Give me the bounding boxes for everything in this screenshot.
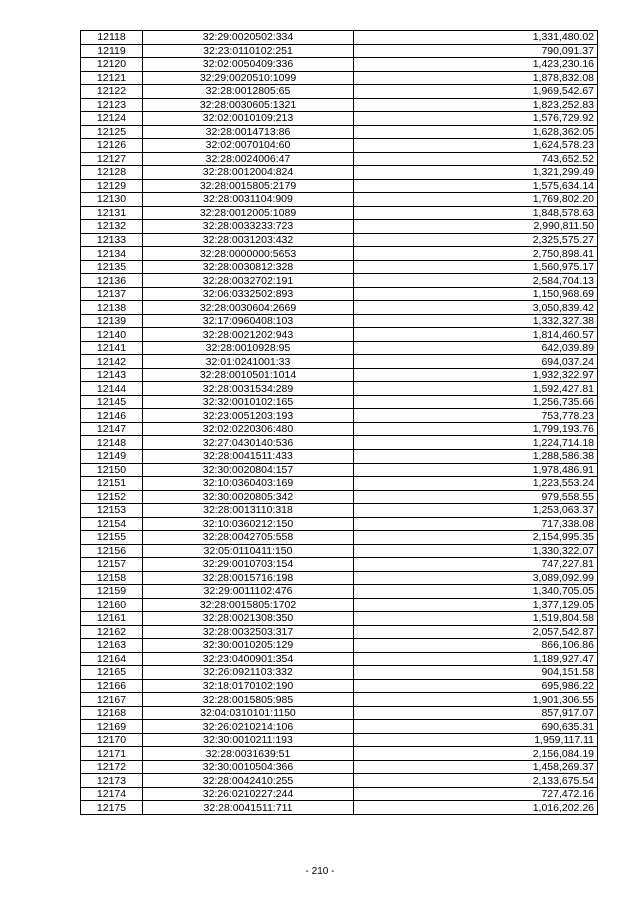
row-number-cell: 12136 [81, 274, 143, 288]
amount-cell: 1,624,578.23 [354, 139, 598, 153]
amount-cell: 1,560,975.17 [354, 260, 598, 274]
amount-cell: 1,575,634.14 [354, 179, 598, 193]
table-row [81, 422, 598, 436]
cadastral-number-cell: 32:30:0010205:129 [143, 639, 354, 653]
row-number-cell: 12147 [81, 422, 143, 436]
row-number-cell: 12169 [81, 720, 143, 734]
cadastral-number-cell: 32:10:0360212:150 [143, 517, 354, 531]
row-number-cell: 12155 [81, 531, 143, 545]
cadastral-number-cell: 32:26:0210214:106 [143, 720, 354, 734]
cadastral-number-cell: 32:30:0020804:157 [143, 463, 354, 477]
cadastral-number-cell: 32:30:0010504:366 [143, 760, 354, 774]
row-number-cell: 12160 [81, 598, 143, 612]
row-number-cell: 12146 [81, 409, 143, 423]
table-row [81, 612, 598, 626]
amount-cell: 1,016,202.26 [354, 801, 598, 815]
row-number-cell: 12164 [81, 652, 143, 666]
amount-cell: 3,089,092.99 [354, 571, 598, 585]
row-number-cell: 12141 [81, 341, 143, 355]
cadastral-number-cell: 32:29:0020510:1099 [143, 71, 354, 85]
cadastral-number-cell: 32:18:0170102:190 [143, 679, 354, 693]
table-row [81, 85, 598, 99]
cadastral-number-cell: 32:04:0310101:1150 [143, 706, 354, 720]
table-row [81, 341, 598, 355]
table-row [81, 490, 598, 504]
row-number-cell: 12128 [81, 166, 143, 180]
table-row [81, 625, 598, 639]
page-number: - 210 - [305, 866, 335, 877]
amount-cell: 1,288,586.38 [354, 449, 598, 463]
cadastral-number-cell: 32:28:0010501:1014 [143, 368, 354, 382]
amount-cell: 1,423,230.16 [354, 58, 598, 72]
cadastral-number-cell: 32:28:0041511:711 [143, 801, 354, 815]
cadastral-number-cell: 32:28:0031104:909 [143, 193, 354, 207]
row-number-cell: 12140 [81, 328, 143, 342]
amount-cell: 866,106.86 [354, 639, 598, 653]
table-row [81, 706, 598, 720]
amount-cell: 747,227.81 [354, 558, 598, 572]
amount-cell: 1,932,322.97 [354, 368, 598, 382]
table-row [81, 220, 598, 234]
row-number-cell: 12151 [81, 477, 143, 491]
table-row [81, 125, 598, 139]
row-number-cell: 12124 [81, 112, 143, 126]
amount-cell: 1,799,193.76 [354, 422, 598, 436]
cadastral-number-cell: 32:28:0041511:433 [143, 449, 354, 463]
row-number-cell: 12132 [81, 220, 143, 234]
amount-cell: 743,652.52 [354, 152, 598, 166]
amount-cell: 2,584,704.13 [354, 274, 598, 288]
table-row [81, 112, 598, 126]
row-number-cell: 12129 [81, 179, 143, 193]
table-row [81, 233, 598, 247]
row-number-cell: 12149 [81, 449, 143, 463]
amount-cell: 1,901,306.55 [354, 693, 598, 707]
table-row [81, 139, 598, 153]
cadastral-number-cell: 32:28:0015805:2179 [143, 179, 354, 193]
amount-cell: 2,156,084.19 [354, 747, 598, 761]
table-row [81, 314, 598, 328]
cadastral-number-cell: 32:28:0000000:5653 [143, 247, 354, 261]
amount-cell: 642,039.89 [354, 341, 598, 355]
cadastral-number-cell: 32:06:0332502:893 [143, 287, 354, 301]
cadastral-number-cell: 32:28:0032503:317 [143, 625, 354, 639]
row-number-cell: 12153 [81, 504, 143, 518]
amount-cell: 1,814,460.57 [354, 328, 598, 342]
table-row [81, 395, 598, 409]
table-row [81, 801, 598, 815]
row-number-cell: 12144 [81, 382, 143, 396]
amount-cell: 1,848,578.63 [354, 206, 598, 220]
row-number-cell: 12138 [81, 301, 143, 315]
amount-cell: 727,472.16 [354, 787, 598, 801]
table-row [81, 639, 598, 653]
row-number-cell: 12120 [81, 58, 143, 72]
row-number-cell: 12157 [81, 558, 143, 572]
cadastral-number-cell: 32:01:0241001:33 [143, 355, 354, 369]
row-number-cell: 12174 [81, 787, 143, 801]
cadastral-number-cell: 32:28:0015805:985 [143, 693, 354, 707]
amount-cell: 979,558.55 [354, 490, 598, 504]
row-number-cell: 12158 [81, 571, 143, 585]
cadastral-number-cell: 32:28:0021202:943 [143, 328, 354, 342]
amount-cell: 1,321,299.49 [354, 166, 598, 180]
table-row [81, 71, 598, 85]
table-row [81, 679, 598, 693]
cadastral-number-cell: 32:30:0020805:342 [143, 490, 354, 504]
cadastral-number-cell: 32:28:0014713:86 [143, 125, 354, 139]
cadastral-number-cell: 32:26:0210227:244 [143, 787, 354, 801]
cadastral-number-cell: 32:27:0430140:536 [143, 436, 354, 450]
amount-cell: 1,628,362.05 [354, 125, 598, 139]
amount-cell: 1,458,269.37 [354, 760, 598, 774]
cadastral-number-cell: 32:28:0021308:350 [143, 612, 354, 626]
cadastral-number-cell: 32:28:0042705:558 [143, 531, 354, 545]
cadastral-number-cell: 32:29:0011102:476 [143, 585, 354, 599]
table-row [81, 152, 598, 166]
cadastral-number-cell: 32:28:0015805:1702 [143, 598, 354, 612]
cadastral-number-cell: 32:30:0010211:193 [143, 733, 354, 747]
table-row [81, 382, 598, 396]
row-number-cell: 12148 [81, 436, 143, 450]
cadastral-number-cell: 32:28:0010928:95 [143, 341, 354, 355]
amount-cell: 1,576,729.92 [354, 112, 598, 126]
table-row [81, 287, 598, 301]
amount-cell: 904,151.58 [354, 666, 598, 680]
cadastral-number-cell: 32:23:0110102:251 [143, 44, 354, 58]
row-number-cell: 12163 [81, 639, 143, 653]
table-row [81, 274, 598, 288]
amount-cell: 2,750,898.41 [354, 247, 598, 261]
table-row [81, 463, 598, 477]
amount-cell: 1,592,427.81 [354, 382, 598, 396]
row-number-cell: 12170 [81, 733, 143, 747]
table-row [81, 166, 598, 180]
data-table [80, 30, 598, 815]
table-row [81, 774, 598, 788]
row-number-cell: 12142 [81, 355, 143, 369]
amount-cell: 2,154,995.35 [354, 531, 598, 545]
row-number-cell: 12171 [81, 747, 143, 761]
cadastral-number-cell: 32:28:0012004:824 [143, 166, 354, 180]
row-number-cell: 12133 [81, 233, 143, 247]
table-row [81, 409, 598, 423]
table-row [81, 98, 598, 112]
cadastral-number-cell: 32:29:0020502:334 [143, 31, 354, 45]
table-row [81, 531, 598, 545]
table-body [81, 31, 598, 815]
row-number-cell: 12165 [81, 666, 143, 680]
row-number-cell: 12119 [81, 44, 143, 58]
amount-cell: 2,325,575.27 [354, 233, 598, 247]
amount-cell: 1,519,804.58 [354, 612, 598, 626]
row-number-cell: 12130 [81, 193, 143, 207]
cadastral-number-cell: 32:28:0012005:1089 [143, 206, 354, 220]
cadastral-number-cell: 32:05:0110411:150 [143, 544, 354, 558]
amount-cell: 1,331,480.02 [354, 31, 598, 45]
row-number-cell: 12145 [81, 395, 143, 409]
cadastral-number-cell: 32:28:0042410:255 [143, 774, 354, 788]
row-number-cell: 12168 [81, 706, 143, 720]
amount-cell: 2,990,811.50 [354, 220, 598, 234]
row-number-cell: 12137 [81, 287, 143, 301]
amount-cell: 694,037.24 [354, 355, 598, 369]
table-row [81, 477, 598, 491]
table-row [81, 179, 598, 193]
cadastral-number-cell: 32:28:0032702:191 [143, 274, 354, 288]
cadastral-number-cell: 32:28:0015716:198 [143, 571, 354, 585]
table-row [81, 693, 598, 707]
cadastral-number-cell: 32:26:0921103:332 [143, 666, 354, 680]
amount-cell: 857,917.07 [354, 706, 598, 720]
amount-cell: 1,340,705.05 [354, 585, 598, 599]
table-row [81, 598, 598, 612]
amount-cell: 1,332,327.38 [354, 314, 598, 328]
cadastral-number-cell: 32:28:0031203:432 [143, 233, 354, 247]
cadastral-number-cell: 32:02:0070104:60 [143, 139, 354, 153]
amount-cell: 2,133,675.54 [354, 774, 598, 788]
row-number-cell: 12134 [81, 247, 143, 261]
row-number-cell: 12127 [81, 152, 143, 166]
row-number-cell: 12143 [81, 368, 143, 382]
row-number-cell: 12162 [81, 625, 143, 639]
amount-cell: 1,878,832.08 [354, 71, 598, 85]
amount-cell: 1,377,129.05 [354, 598, 598, 612]
amount-cell: 1,224,714.18 [354, 436, 598, 450]
table-row [81, 504, 598, 518]
cadastral-number-cell: 32:28:0024006:47 [143, 152, 354, 166]
table-row [81, 787, 598, 801]
cadastral-number-cell: 32:28:0031534:289 [143, 382, 354, 396]
row-number-cell: 12126 [81, 139, 143, 153]
row-number-cell: 12152 [81, 490, 143, 504]
row-number-cell: 12161 [81, 612, 143, 626]
row-number-cell: 12139 [81, 314, 143, 328]
cadastral-number-cell: 32:32:0010102:165 [143, 395, 354, 409]
row-number-cell: 12131 [81, 206, 143, 220]
amount-cell: 753,778.23 [354, 409, 598, 423]
cadastral-number-cell: 32:28:0013110:318 [143, 504, 354, 518]
table-row [81, 585, 598, 599]
table-row [81, 328, 598, 342]
cadastral-number-cell: 32:29:0010703:154 [143, 558, 354, 572]
table-row [81, 206, 598, 220]
amount-cell: 1,969,542.67 [354, 85, 598, 99]
table-row [81, 58, 598, 72]
amount-cell: 1,330,322.07 [354, 544, 598, 558]
amount-cell: 695,986.22 [354, 679, 598, 693]
row-number-cell: 12156 [81, 544, 143, 558]
table-row [81, 355, 598, 369]
cadastral-number-cell: 32:17:0960408:103 [143, 314, 354, 328]
amount-cell: 1,823,252.83 [354, 98, 598, 112]
cadastral-number-cell: 32:28:0030605:1321 [143, 98, 354, 112]
table-row [81, 558, 598, 572]
row-number-cell: 12173 [81, 774, 143, 788]
table-row [81, 652, 598, 666]
amount-cell: 1,256,735.66 [354, 395, 598, 409]
table-row [81, 571, 598, 585]
amount-cell: 1,959,117.11 [354, 733, 598, 747]
table-row [81, 260, 598, 274]
row-number-cell: 12122 [81, 85, 143, 99]
table-row [81, 247, 598, 261]
row-number-cell: 12121 [81, 71, 143, 85]
row-number-cell: 12166 [81, 679, 143, 693]
row-number-cell: 12150 [81, 463, 143, 477]
cadastral-number-cell: 32:23:0051203:193 [143, 409, 354, 423]
cadastral-number-cell: 32:23:0400901:354 [143, 652, 354, 666]
amount-cell: 1,769,802.20 [354, 193, 598, 207]
table-row [81, 31, 598, 45]
table-row [81, 544, 598, 558]
table-row [81, 301, 598, 315]
table-row [81, 436, 598, 450]
cadastral-number-cell: 32:28:0012805:65 [143, 85, 354, 99]
cadastral-number-cell: 32:02:0050409:336 [143, 58, 354, 72]
cadastral-number-cell: 32:28:0030604:2669 [143, 301, 354, 315]
table-row [81, 666, 598, 680]
row-number-cell: 12125 [81, 125, 143, 139]
table-row [81, 449, 598, 463]
row-number-cell: 12172 [81, 760, 143, 774]
amount-cell: 1,978,486.91 [354, 463, 598, 477]
cadastral-number-cell: 32:02:0010109:213 [143, 112, 354, 126]
row-number-cell: 12167 [81, 693, 143, 707]
row-number-cell: 12118 [81, 31, 143, 45]
table-row [81, 517, 598, 531]
amount-cell: 2,057,542.87 [354, 625, 598, 639]
amount-cell: 717,338.08 [354, 517, 598, 531]
table-row [81, 747, 598, 761]
amount-cell: 1,253,063.37 [354, 504, 598, 518]
cadastral-number-cell: 32:28:0030812:328 [143, 260, 354, 274]
amount-cell: 1,223,553.24 [354, 477, 598, 491]
table-row [81, 44, 598, 58]
row-number-cell: 12159 [81, 585, 143, 599]
table-row [81, 720, 598, 734]
amount-cell: 1,189,927.47 [354, 652, 598, 666]
cadastral-number-cell: 32:28:0031639:51 [143, 747, 354, 761]
amount-cell: 3,050,839.42 [354, 301, 598, 315]
table-row [81, 368, 598, 382]
table-row [81, 733, 598, 747]
table-row [81, 193, 598, 207]
amount-cell: 790,091.37 [354, 44, 598, 58]
row-number-cell: 12175 [81, 801, 143, 815]
amount-cell: 1,150,968.69 [354, 287, 598, 301]
amount-cell: 690,635.31 [354, 720, 598, 734]
cadastral-number-cell: 32:28:0033233:723 [143, 220, 354, 234]
row-number-cell: 12123 [81, 98, 143, 112]
table-row [81, 760, 598, 774]
row-number-cell: 12135 [81, 260, 143, 274]
cadastral-number-cell: 32:02:0220306:480 [143, 422, 354, 436]
cadastral-number-cell: 32:10:0360403:169 [143, 477, 354, 491]
row-number-cell: 12154 [81, 517, 143, 531]
